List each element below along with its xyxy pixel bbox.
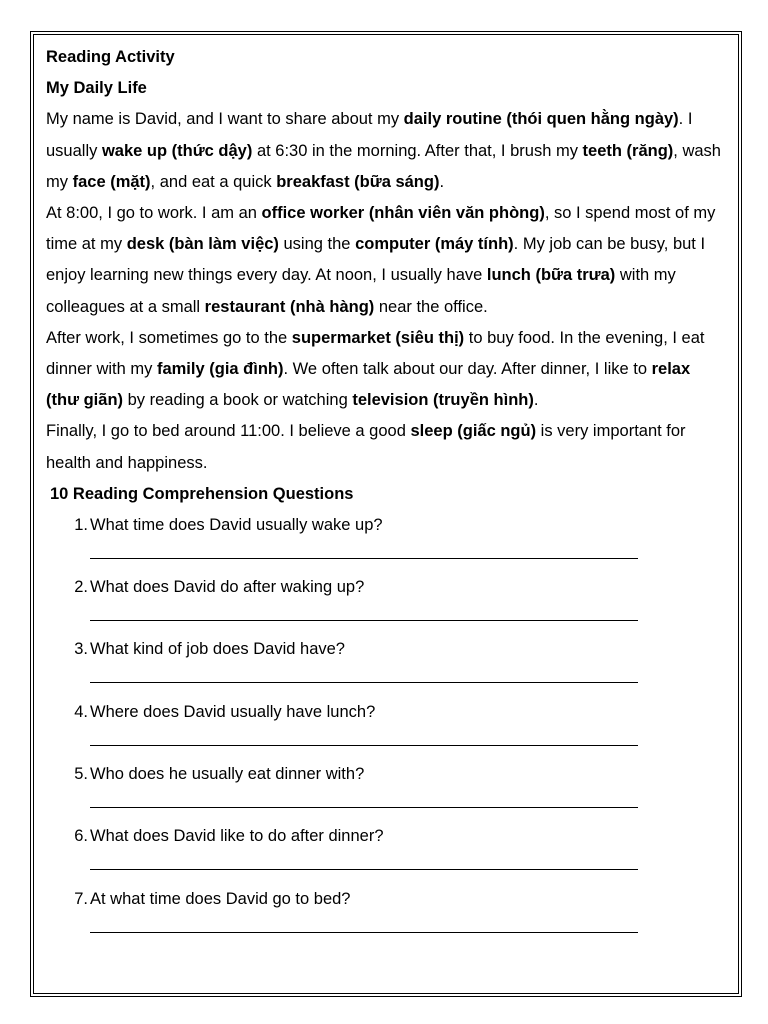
question-item [46,510,726,572]
passage-text: , so I spend most of my time at my [46,204,716,254]
vocab-term: sleep (giấc ngủ) [410,422,537,441]
answer-line[interactable] [90,932,638,933]
vocab-term: relax (thư giãn) [46,360,691,410]
question-item [46,634,726,696]
passage-text: . [439,172,445,191]
question-list [46,510,726,946]
passage-paragraph [46,323,726,417]
question-number: 7. [74,889,88,908]
passage-text: at 6:30 in the morning. After that, I brush my [252,141,583,160]
vocab-term: wake up (thức dậy) [101,141,253,160]
passage-text: . I usually [46,110,693,160]
passage-text: . [533,391,539,410]
answer-line[interactable] [90,620,638,621]
question-text: What kind of job does David have? [90,640,345,659]
worksheet [46,42,726,946]
passage-text: with my colleagues at a small [46,266,676,316]
question-text: At what time does David go to bed? [90,889,351,908]
question-item [46,821,726,883]
question-number: 6. [74,827,88,846]
passage-text: . We often talk about our day. After dinner, I like to [283,360,652,379]
passage-text: After work, I sometimes go to the [46,328,292,347]
passage-text: At 8:00, I go to work. I am an [46,204,262,223]
reading-passage [46,104,726,478]
vocab-term: television (truyền hình) [352,391,534,410]
passage-text: by reading a book or watching [123,391,353,410]
question-text: What does David do after waking up? [90,578,365,597]
vocab-term: lunch (bữa trưa) [486,266,616,285]
passage-text: using the [278,235,356,254]
passage-text: Finally, I go to bed around 11:00. I believe a good [46,422,411,441]
passage-text: . My job can be busy, but I enjoy learning new things every day. At noon, I usually have [46,235,706,285]
answer-line[interactable] [90,745,638,746]
passage-paragraph [46,198,726,323]
question-item [46,697,726,759]
answer-line[interactable] [90,807,638,808]
question-text: Where does David usually have lunch? [90,702,376,721]
vocab-term: teeth (răng) [582,141,674,160]
question-number: 5. [74,765,88,784]
story-title: My Daily Life [46,79,147,98]
question-item [46,572,726,634]
vocab-term: office worker (nhân viên văn phòng) [261,204,545,223]
question-text: Who does he usually eat dinner with? [90,765,365,784]
question-text: What time does David usually wake up? [90,515,383,534]
questions-heading: 10 Reading Comprehension Questions [50,484,354,503]
question-text: What does David like to do after dinner? [90,827,384,846]
vocab-term: face (mặt) [72,172,151,191]
passage-paragraph [46,416,726,478]
answer-line[interactable] [90,558,638,559]
question-number: 3. [74,640,88,659]
vocab-term: daily routine (thói quen hằng ngày) [403,110,679,129]
question-number: 2. [74,578,88,597]
activity-title: Reading Activity [46,48,175,66]
question-item [46,884,726,946]
vocab-term: desk (bàn làm việc) [126,235,279,254]
question-number: 1. [74,515,88,534]
vocab-term: restaurant (nhà hàng) [204,297,375,316]
passage-text: is very important for health and happiness. [46,422,686,472]
question-number: 4. [74,702,88,721]
passage-text: , and eat a quick [150,172,277,191]
passage-text: , wash my [46,141,721,191]
answer-line[interactable] [90,682,638,683]
passage-paragraph [46,104,726,198]
vocab-term: supermarket (siêu thị) [291,328,465,347]
passage-text: near the office. [374,297,488,316]
passage-text: My name is David, and I want to share about my [46,110,404,129]
vocab-term: breakfast (bữa sáng) [276,172,440,191]
vocab-term: family (gia đình) [156,360,284,379]
vocab-term: computer (máy tính) [355,235,514,254]
passage-text: to buy food. In the evening, I eat dinner with my [46,328,705,379]
question-item [46,759,726,821]
answer-line[interactable] [90,869,638,870]
